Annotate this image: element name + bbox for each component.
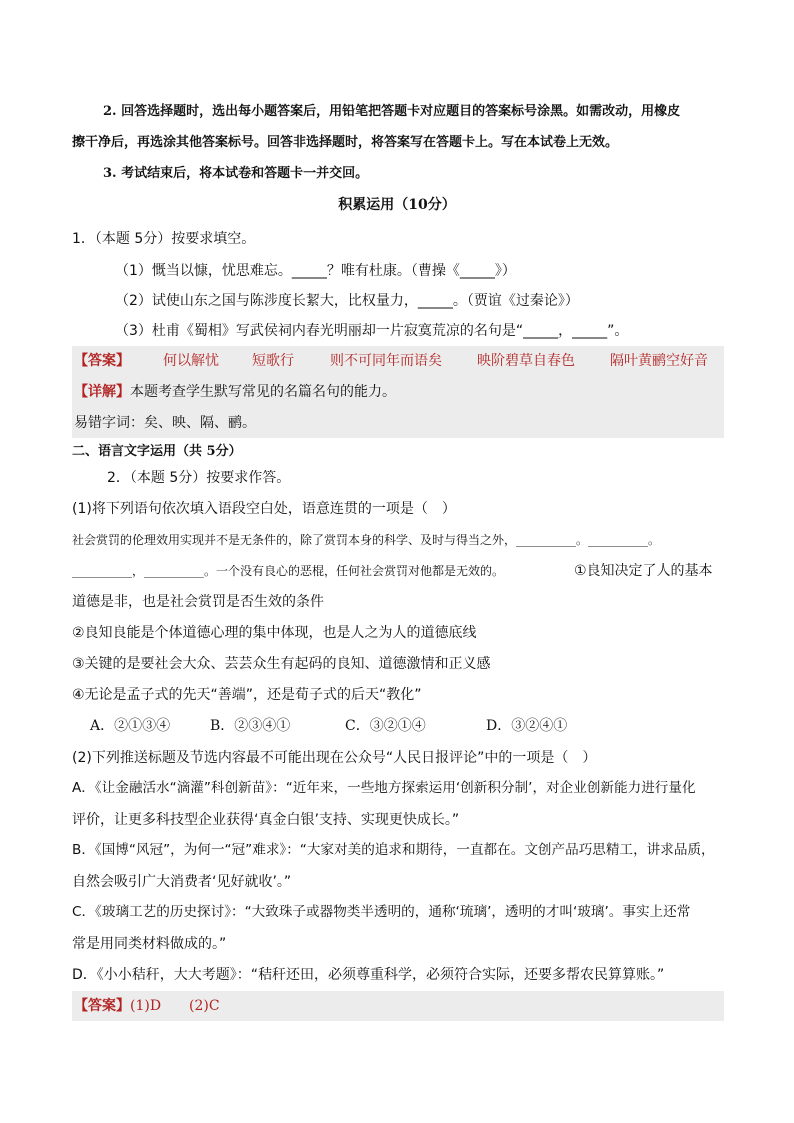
- question-2-option-c-line-2: 常是用同类材料做成的。”: [72, 936, 227, 952]
- question-2-choice-d: D．③②④①: [486, 718, 568, 734]
- question-2-option-d: D．《小小秸秆，大大考题》：“秸秆还田，必须尊重科学，必须符合实际，还要多帮农民算算账。”: [72, 967, 665, 983]
- question-2-sentence-1-end: 道德是非，也是社会赏罚是否生效的条件: [72, 594, 324, 610]
- question-1-item-3: （3）杜甫《蜀相》写武侯祠内春光明丽却一片寂寞荒凉的名句是“_____，_____”。: [115, 323, 629, 339]
- question-2-sentence-3: ③关键的是要社会大众、芸芸众生有起码的良知、道德激情和正义感: [72, 656, 491, 672]
- notice-item-3: 3. 考试结束后，将本试卷和答题卡一并交回。: [103, 166, 369, 181]
- question-2-sentence-4: ④无论是孟子式的先天“善端”，还是荀子式的后天“教化”: [72, 687, 422, 703]
- question-2-passage-line-1: 社会赏罚的伦理效用实现并不是无条件的，除了赏罚本身的科学、及时与得当之外，__________。__________。: [72, 533, 661, 547]
- question-2-option-a-line-2: 评价，让更多科技型企业获得‘真金白银’支持、实现更快成长。”: [72, 812, 460, 828]
- section-title-accumulation: 积累运用（10分）: [338, 197, 456, 213]
- question-1-errata: 易错字词：矣、映、隔、鹂。: [74, 415, 256, 431]
- question-2-answer-label: 【答案】: [74, 998, 130, 1014]
- question-1-detail-label: 【详解】: [74, 384, 130, 400]
- question-1-detail: [74, 385, 396, 399]
- question-1-answer-5: 隔叶黄鹂空好音: [610, 353, 708, 369]
- question-2-stem: 2．（本题 5分）按要求作答。: [107, 470, 291, 486]
- question-1-item-2: （2）试使山东之国与陈涉度长絜大，比权量力，_____。（贾谊《过秦论》）: [115, 293, 579, 309]
- question-1-answer-1: 何以解忧: [163, 353, 219, 369]
- question-1-stem: 1．（本题 5分）按要求填空。: [72, 231, 256, 247]
- notice-item-2-line-2: 擦干净后，再选涂其他答案标号。回答非选择题时，将答案写在答题卡上。写在本试卷上无效。: [72, 135, 619, 150]
- question-1-answer-2: 短歌行: [252, 353, 294, 369]
- question-2-sentence-1-start: ①良知决定了人的基本: [574, 563, 713, 579]
- question-2-sub-1-stem: (1)将下列语句依次填入语段空白处，语意连贯的一项是（ ）: [72, 501, 456, 517]
- question-1-detail-text: 本题考查学生默写常见的名篇名句的能力。: [130, 384, 396, 400]
- notice-item-2-line-1: 2. 回答选择题时，选出每小题答案后，用铅笔把答题卡对应题目的答案标号涂黑。如需改动，用橡皮: [103, 104, 681, 119]
- question-2-passage-line-2: __________，__________。一个没有良心的恶棍，任何社会赏罚对他都是无效的。: [72, 564, 505, 578]
- question-2-answer-text: (1)D (2)C: [130, 998, 220, 1014]
- question-2-choice-a: A．②①③④: [90, 718, 171, 734]
- question-1-answer-4: 映阶碧草自春色: [477, 353, 575, 369]
- question-2-option-b-line-1: B．《国博“风冠”，为何一“冠”难求》：“大家对美的追求和期待，一直都在。文创产品巧思精工，讲求品质，: [72, 842, 715, 858]
- question-2-option-a-line-1: A．《让金融活水“滴灌”科创新苗》：“近年来，一些地方探索运用‘创新积分制’，对企业创新能力进行量化: [72, 780, 696, 796]
- section-title-language: 二、语言文字运用（共 5分）: [72, 444, 242, 459]
- question-2-choice-c: C．③②①④: [345, 718, 426, 734]
- question-2-sentence-2: ②良知良能是个体道德心理的集中体现，也是人之为人的道德底线: [72, 625, 477, 641]
- question-2-option-b-line-2: 自然会吸引广大消费者‘见好就收’。”: [72, 874, 292, 890]
- question-1-answer-label: 【答案】: [74, 353, 130, 369]
- question-2-sub-2-stem: (2)下列推送标题及节选内容最不可能出现在公众号“人民日报评论”中的一项是（ ）: [72, 750, 597, 766]
- question-2-answer: [74, 999, 220, 1013]
- question-2-choice-b: B．②③④①: [210, 718, 291, 734]
- question-1-item-1: （1）慨当以慷，忧思难忘。_____？唯有杜康。（曹操《_____》）: [115, 263, 516, 279]
- question-1-answer-3: 则不可同年而语矣: [330, 353, 442, 369]
- question-2-option-c-line-1: C．《玻璃工艺的历史探讨》：“大致珠子或器物类半透明的，通称‘琉璃’，透明的才叫‘玻璃’。事实上还常: [72, 904, 691, 920]
